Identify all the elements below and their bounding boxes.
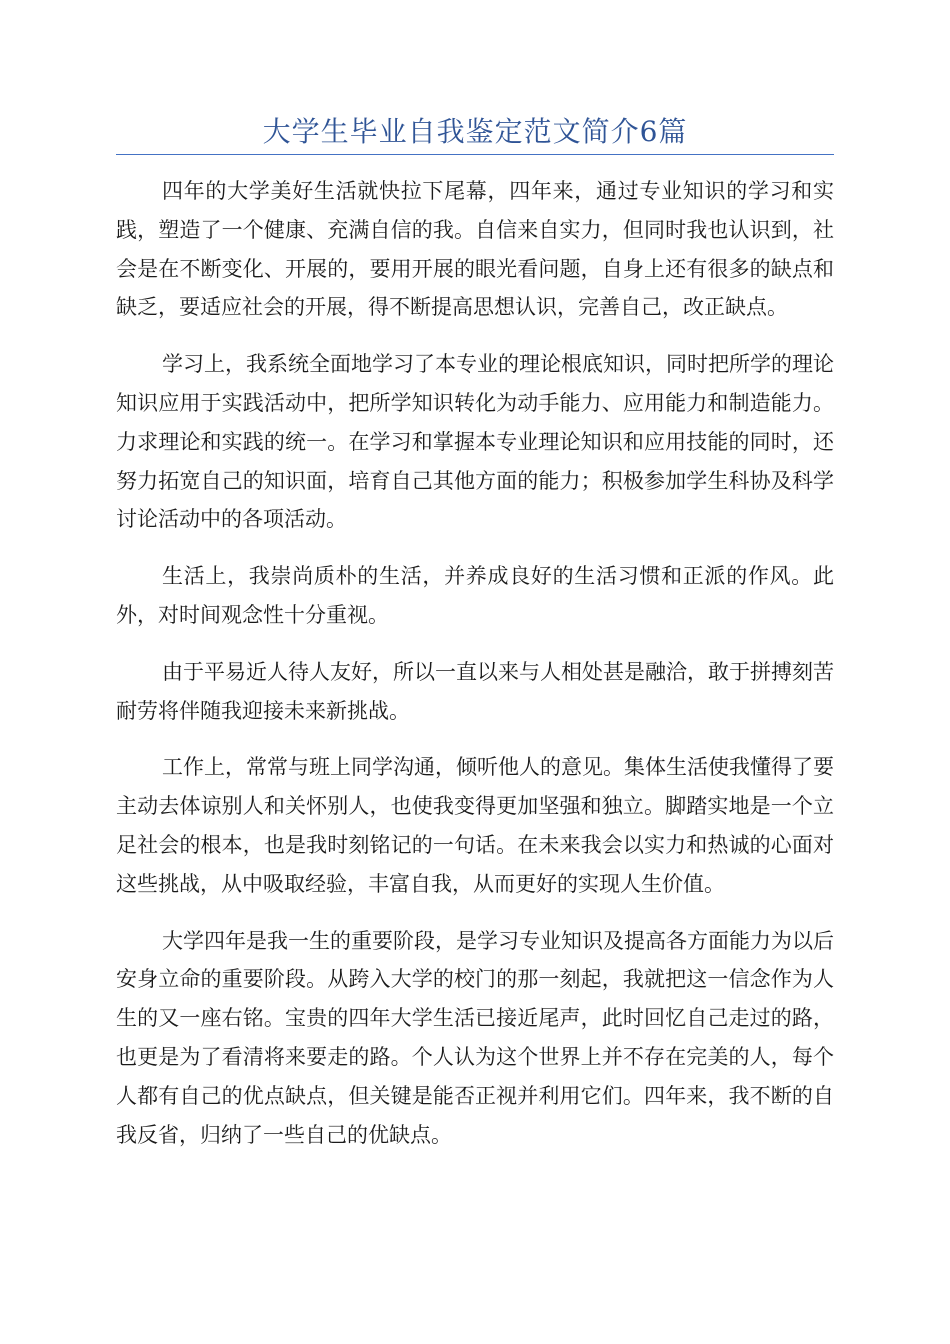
paragraph: 大学四年是我一生的重要阶段，是学习专业知识及提高各方面能力为以后安身立命的重要阶段。从跨入大学的校门的那一刻起，我就把这一信念作为人生的又一座右铭。宝贵的四年大学生活已接近尾声，此时回忆自己走过的路，也更是为了看清将来要走的路。个人认为这个世界上并不存在完美的人，每个人都有自己的优点缺点，但关键是能否正视并利用它们。四年来，我不断的自我反省，归纳了一些自己的优缺点。 [116, 928, 834, 1147]
document-body [116, 172, 834, 1172]
paragraph: 四年的大学美好生活就快拉下尾幕，四年来，通过专业知识的学习和实践，塑造了一个健康、充满自信的我。自信来自实力，但同时我也认识到，社会是在不断变化、开展的，要用开展的眼光看问题，自身上还有很多的缺点和缺乏，要适应社会的开展，得不断提高思想认识，完善自己，改正缺点。 [116, 179, 834, 320]
paragraph: 生活上，我崇尚质朴的生活，并养成良好的生活习惯和正派的作风。此外，对时间观念性十分重视。 [116, 564, 834, 627]
paragraph: 由于平易近人待人友好，所以一直以来与人相处甚是融洽，敢于拼搏刻苦耐劳将伴随我迎接未来新挑战。 [116, 659, 834, 723]
title-underline [116, 154, 834, 155]
paragraph: 工作上，常常与班上同学沟通，倾听他人的意见。集体生活使我懂得了要主动去体谅别人和关怀别人，也使我变得更加坚强和独立。脚踏实地是一个立足社会的根本，也是我时刻铭记的一句话。在未来我会以实力和热诚的心面对这些挑战，从中吸取经验，丰富自我，从而更好的实现人生价值。 [116, 755, 834, 896]
paragraph: 学习上，我系统全面地学习了本专业的理论根底知识，同时把所学的理论知识应用于实践活动中，把所学知识转化为动手能力、应用能力和制造能力。力求理论和实践的统一。在学习和掌握本专业理论知识和应用技能的同时，还努力拓宽自己的知识面，培育自己其他方面的能力；积极参加学生科协及科学讨论活动中的各项活动。 [116, 352, 834, 532]
document-title: 大学生毕业自我鉴定范文简介6篇 [262, 115, 688, 148]
